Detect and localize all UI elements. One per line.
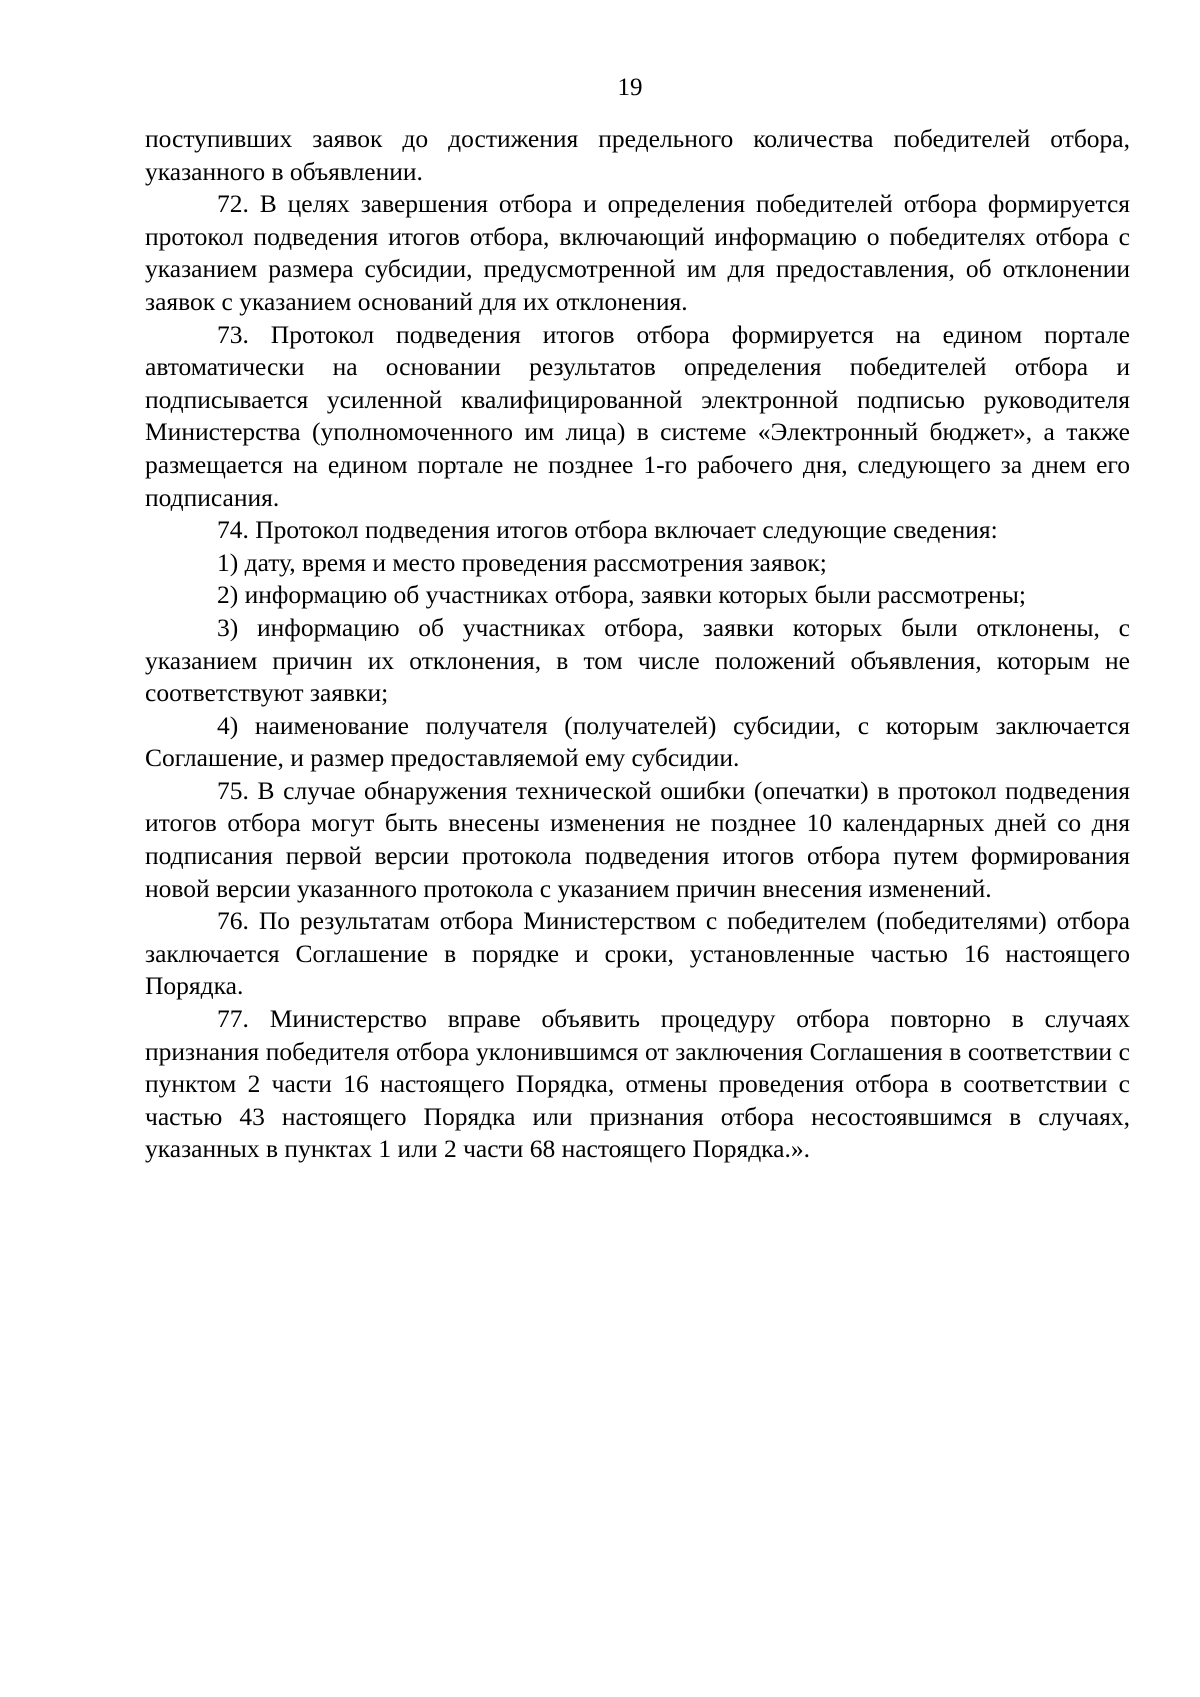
list-item-2: 2) информацию об участниках отбора, заявки которых были рассмотрены; (217, 580, 1026, 610)
paragraph-76: 76. По результатам отбора Министерством с победителем (победителями) отбора заключается Соглашение в порядке и сроки, установленные частью 16 настоящего Порядка. (145, 906, 1130, 1001)
paragraph-continuation: поступивших заявок до достижения предельного количества победителей отбора, указанного в объявлении. (145, 124, 1130, 186)
page-number: 19 (617, 74, 643, 101)
paragraph-77: 77. Министерство вправе объявить процедуру отбора повторно в случаях признания победителя отбора уклонившимся от заключения Соглашения в соответствии с пунктом 2 части 16 настоящего Порядка, отмены проведения отбора в соответствии с частью 43 настоящего Порядка или признания отбора несостоявшимся в случаях, указанных в пунктах 1 или 2 части 68 настоящего Порядка.». (145, 1004, 1130, 1164)
paragraph-75: 75. В случае обнаружения технической ошибки (опечатки) в протокол подведения итогов отбора могут быть внесены изменения не позднее 10 календарных дней со дня подписания первой версии протокола подведения итогов отбора путем формирования новой версии указанного протокола с указанием причин внесения изменений. (145, 775, 1130, 903)
paragraph-74: 74. Протокол подведения итогов отбора включает следующие сведения: (217, 515, 998, 545)
list-item-4: 4) наименование получателя (получателей) субсидии, с которым заключается Соглашение, и размер предоставляемой ему субсидии. (145, 710, 1130, 773)
list-item-3: 3) информацию об участниках отбора, заявки которых были отклонены, с указанием причин их отклонения, в том числе положений объявления, которым не соответствуют заявки; (145, 612, 1130, 708)
list-item-1: 1) дату, время и место проведения рассмотрения заявок; (217, 547, 827, 577)
paragraph-72: 72. В целях завершения отбора и определения победителей отбора формируется протокол подведения итогов отбора, включающий информацию о победителях отбора с указанием размера субсидии, предусмотренной им для предоставления, об отклонении заявок с указанием оснований для их отклонения. (145, 189, 1130, 316)
paragraph-73: 73. Протокол подведения итогов отбора формируется на едином портале автоматически на основании результатов определения победителей отбора и подписывается усиленной квалифицированной электронной подписью руководителя Министерства (уполномоченного им лица) в системе «Электронный бюджет», а также размещается на едином портале не позднее 1-го рабочего дня, следующего за днем его подписания. (145, 319, 1130, 512)
document-body (145, 123, 1130, 1166)
